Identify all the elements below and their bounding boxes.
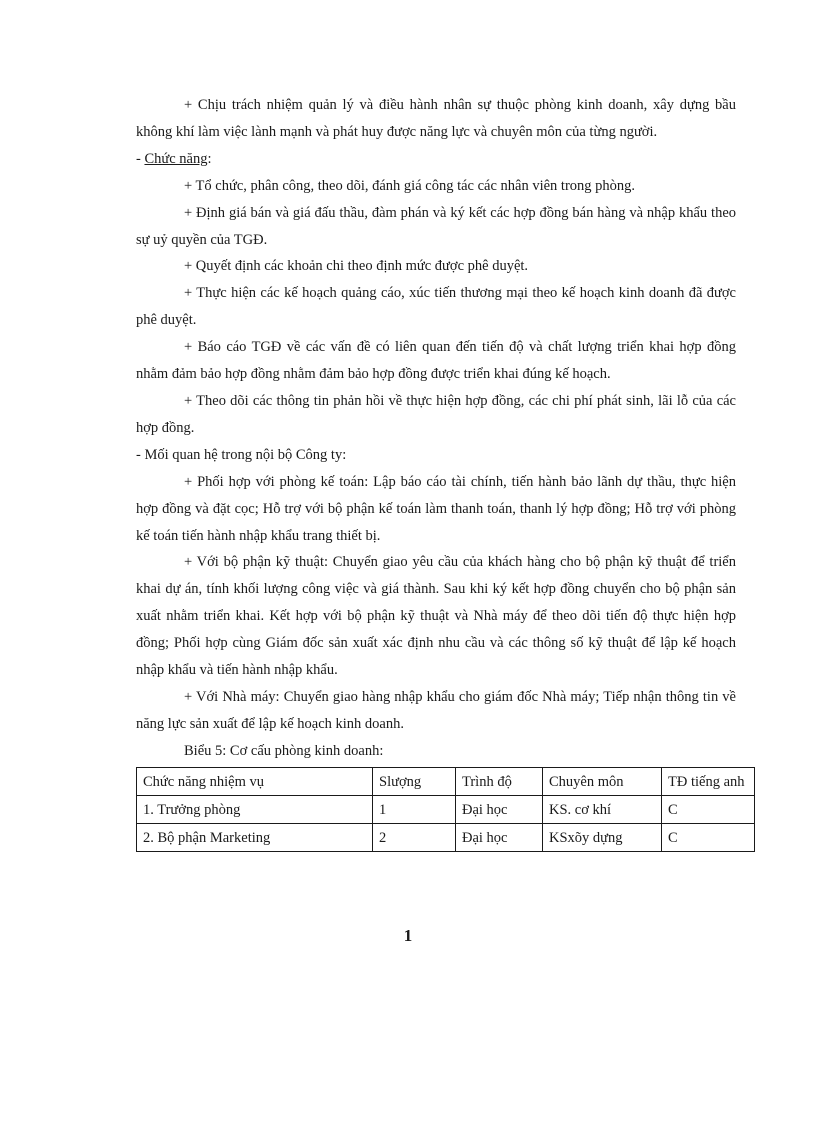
table-cell: C — [662, 823, 755, 851]
document-page — [136, 92, 745, 852]
table-cell: Đại học — [456, 823, 543, 851]
paragraph-function-3: + Quyết định các khoản chi theo định mức được phê duyệt. — [184, 258, 529, 275]
header-cell: Trình độ — [456, 767, 543, 795]
paragraph-function-5: + Báo cáo TGĐ về các vấn đề có liên quan đến tiến độ và chất lượng triển khai hợp đồng nhằm đảm bảo hợp đồng nhằm đảm bảo hợp đồng được triển khai đúng kế hoạch. — [136, 339, 736, 383]
paragraph-relation-factory: + Với Nhà máy: Chuyển giao hàng nhập khẩu cho giám đốc Nhà máy; Tiếp nhận thông tin về năng lực sản xuất để lập kế hoạch kinh doanh. — [136, 688, 736, 732]
page-number: 1 — [403, 926, 413, 945]
table-cell: KS. cơ khí — [543, 795, 662, 823]
table-cell: 2. Bộ phận Marketing — [137, 823, 373, 851]
table-cell: C — [662, 795, 755, 823]
functions-heading: Chức năng — [144, 150, 208, 167]
table-cell: KSxõy dựng — [543, 823, 662, 851]
table-cell: 2 — [373, 823, 456, 851]
paragraph-relations-heading: - Mối quan hệ trong nội bộ Công ty: — [136, 446, 347, 463]
paragraph-function-4: + Thực hiện các kế hoạch quảng cáo, xúc tiến thương mại theo kế hoạch kinh doanh đã được phê duyệt. — [136, 285, 736, 329]
header-cell: Chuyên môn — [543, 767, 662, 795]
header-cell: Slượng — [373, 767, 456, 795]
department-structure-table — [136, 767, 755, 852]
dash-prefix: - — [136, 150, 145, 167]
header-cell: Chức năng nhiệm vụ — [137, 767, 373, 795]
table-cell: 1 — [373, 795, 456, 823]
table-cell: Đại học — [456, 795, 543, 823]
table-cell: 1. Trưởng phòng — [137, 795, 373, 823]
paragraph-function-6: + Theo dõi các thông tin phản hồi về thực hiện hợp đồng, các chi phí phát sinh, lãi lỗ của các hợp đồng. — [136, 392, 736, 436]
table-row — [137, 795, 755, 823]
paragraph-functions-heading — [136, 146, 736, 173]
paragraph-relation-accounting: + Phối hợp với phòng kế toán: Lập báo cáo tài chính, tiến hành bảo lãnh dự thầu, thực hiện hợp đồng và đặt cọc; Hỗ trợ với bộ phận kế toán làm thanh toán, thanh lý hợp đồng; Hỗ trợ với phòng kế toán tiến hành nhập khẩu trang thiết bị. — [136, 473, 736, 544]
paragraph-function-1: + Tổ chức, phân công, theo dõi, đánh giá công tác các nhân viên trong phòng. — [184, 177, 636, 194]
paragraph-function-2: + Định giá bán và giá đấu thầu, đàm phán và ký kết các hợp đồng bán hàng và nhập khẩu theo sự uỷ quyền của TGĐ. — [136, 204, 736, 248]
table-row — [137, 823, 755, 851]
paragraph-relation-technical: + Với bộ phận kỹ thuật: Chuyển giao yêu cầu của khách hàng cho bộ phận kỹ thuật để triển khai dự án, tính khối lượng công việc và giá thành. Sau khi ký kết hợp đồng chuyển cho bộ phận sản xuất nhằm triển khai. Kết hợp với bộ phận kỹ thuật và Nhà máy để theo dõi tiến độ thực hiện hợp đồng; Phối hợp cùng Giám đốc sản xuất xác định nhu cầu và các thông số kỹ thuật để lập kế hoạch nhập khẩu và tiến hành nhập khẩu. — [136, 554, 736, 679]
table-caption: Biểu 5: Cơ cấu phòng kinh doanh: — [184, 742, 384, 759]
header-cell: TĐ tiếng anh — [662, 767, 755, 795]
heading-colon: : — [207, 150, 212, 167]
table-header-row — [137, 767, 755, 795]
paragraph-responsibility: + Chịu trách nhiệm quản lý và điều hành nhân sự thuộc phòng kinh doanh, xây dựng bầu không khí làm việc lành mạnh và phát huy được năng lực và chuyên môn của từng người. — [136, 97, 736, 140]
